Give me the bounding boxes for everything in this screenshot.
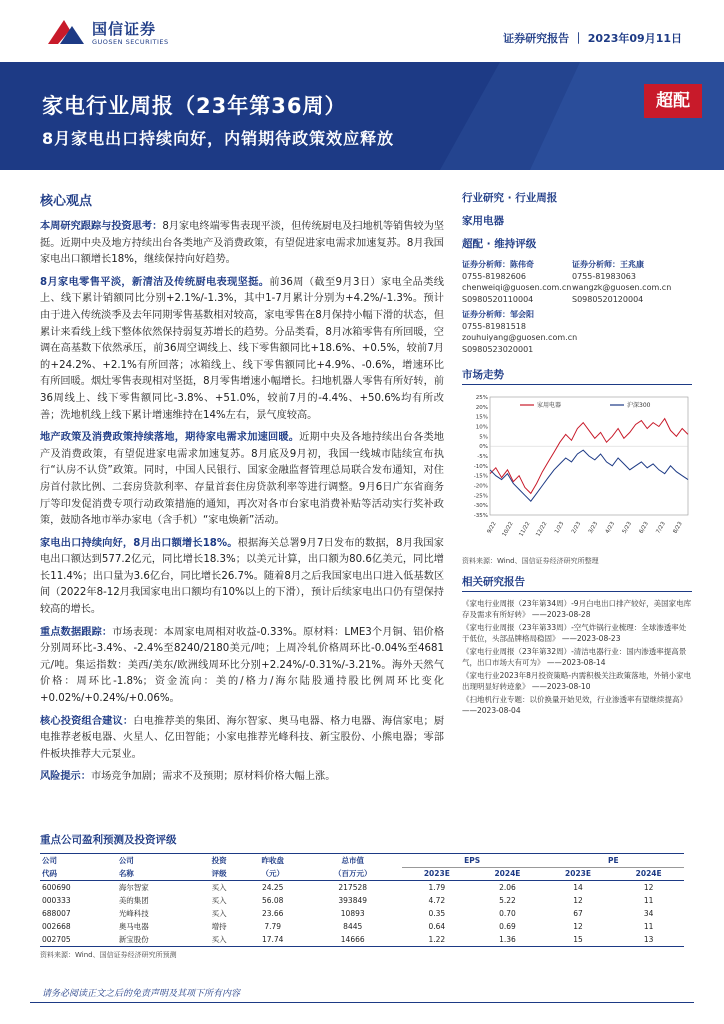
col-subheader: 2023E <box>402 867 473 881</box>
paragraph-text: 白电推荐美的集团、海尔智家、奥马电器、格力电器、海信家电；厨电推荐老板电器、火星人、亿田智能；小家电推荐光峰科技、新宝股份、小熊电器；零部件板块推荐大元泵业。 <box>40 715 445 760</box>
x-tick-label: 10/22 <box>501 521 515 538</box>
report-category: 行业研究 · 行业周报 <box>462 192 558 204</box>
y-tick-label: 10% <box>475 424 488 431</box>
related-report-item[interactable]: 《家电行业2023年8月投资策略-内需积极关注政策落地，外销小家电出现明显好转迹象》 ——2023-08-10 <box>462 671 692 691</box>
col-subheader: 2024E <box>472 867 543 881</box>
cell-mktcap: 10893 <box>340 909 365 918</box>
brand-name-en: GUOSEN SECURITIES <box>92 38 169 46</box>
x-tick-label: 4/23 <box>604 521 617 535</box>
x-tick-label: 3/23 <box>587 521 600 535</box>
footer-disclaimer: 请务必阅读正文之后的免责声明及其项下所有内容 <box>42 989 241 999</box>
analyst-card <box>462 309 578 355</box>
cell-eps-2024: 0.70 <box>499 909 516 918</box>
related-report-item[interactable]: 《家电行业周报（23年第32周）-清洁电器行业：国内渗透率提高景气，出口市场大有可为》 ——2023-08-14 <box>462 647 687 667</box>
paragraph-policy <box>40 430 444 530</box>
paragraph-text: 市场竞争加剧；需求不及预期；原材料价格大幅上涨。 <box>90 771 336 783</box>
analyst-phone: 0755-81982606 <box>462 271 526 281</box>
x-tick-label: 7/23 <box>655 521 667 535</box>
cell-pe-2023: 14 <box>573 883 583 892</box>
paragraph-lead: 重点数据跟踪： <box>40 626 113 638</box>
cell-mktcap: 14666 <box>304 933 402 947</box>
table-header-row <box>40 854 684 868</box>
rating-badge: 超配 <box>644 84 702 118</box>
related-report-item[interactable]: 《扫地机行业专题：以价换量开始见效，行业渗透率有望继续提高》 ——2023-08-04 <box>462 695 687 715</box>
paragraph-research <box>40 219 444 269</box>
related-report-item[interactable]: 《家电行业周报（23年第33周）-空气炸锅行业梳理：全球渗透率处于低位，头部品牌格局稳固》 ——2023-08-23 <box>462 623 687 643</box>
market-trend-chart <box>462 391 692 551</box>
analyst-email[interactable]: wangzk@guosen.com.cn <box>572 283 672 292</box>
x-tick-label: 6/23 <box>638 521 650 535</box>
y-tick-label: 0% <box>479 444 488 451</box>
industry-name: 家用电器 <box>462 215 504 227</box>
analyst-name: 邹会阳 <box>510 310 534 319</box>
cell-rating: 买入 <box>211 883 227 892</box>
x-tick-label: 8/23 <box>672 521 684 535</box>
analyst-card <box>462 259 570 305</box>
x-tick-label: 12/22 <box>535 521 549 538</box>
col-header: 公司 <box>42 856 57 865</box>
earnings-forecast-table <box>40 853 684 947</box>
paragraph-lead: 家电出口持续向好，8月出口额增长18%。 <box>40 537 238 549</box>
cell-code: 600690 <box>42 883 71 892</box>
cell-mktcap: 8445 <box>343 922 363 931</box>
paragraph-retail <box>40 275 444 424</box>
report-type-date: 证券研究报告 ｜ 2023年09月11日 <box>503 32 682 45</box>
cell-eps-2024: 2.06 <box>499 883 516 892</box>
series-line-csi300 <box>490 450 688 501</box>
paragraph-text: 市场表现：本周家电周相对收益-0.33%。原材料：LME3个月铜、铝价格分别周环比-3.4%、-2.4%至8240/2180美元/吨；上周冷轧价格周环比-0.04%至4681元/吨。集运指数：美西/美东/欧洲线周环比分别+2.24%/-0.31%/-3.21%。海外天然气价格：周环比-1.8%；资金流向：美的/格力/海尔陆股通持股比例周环比变化+0.02%/+0.24%/+0.06%。 <box>40 626 445 705</box>
cell-mktcap: 393849 <box>338 896 368 905</box>
y-tick-label: -25% <box>473 493 488 500</box>
related-reports-list <box>462 598 692 716</box>
cell-rating: 买入 <box>211 896 227 905</box>
analyst-email[interactable]: chenweiqi@guosen.com.cn <box>462 283 572 292</box>
col-header: 总市值 <box>341 856 364 865</box>
guosen-logo-icon <box>46 16 86 48</box>
cell-pe-2023: 15 <box>543 933 614 947</box>
table-row <box>40 920 684 933</box>
cell-pe-2023: 12 <box>573 896 583 905</box>
cell-pe-2023: 67 <box>573 909 583 918</box>
cell-rating: 买入 <box>211 909 227 918</box>
y-tick-label: -15% <box>473 473 488 480</box>
cell-pe-2024: 11 <box>643 922 654 931</box>
analyst-role: 证券分析师： <box>572 260 620 269</box>
paragraph-lead: 地产政策及消费政策持续落地，期待家电需求加速回暖。 <box>40 432 300 444</box>
cell-code: 688007 <box>42 909 71 918</box>
analyst-role: 证券分析师： <box>462 260 510 269</box>
col-subheader: （元） <box>242 867 304 881</box>
table-row <box>40 881 684 895</box>
col-header: 投资 <box>211 856 227 865</box>
analyst-role: 证券分析师： <box>462 310 510 319</box>
cell-close: 24.25 <box>261 883 284 892</box>
title-band <box>0 62 724 170</box>
brand-name: 国信证券 <box>92 20 157 38</box>
core-views-heading: 核心观点 <box>40 194 93 209</box>
cell-pe-2024: 12 <box>643 883 654 892</box>
col-subheader: 2024E <box>613 867 684 881</box>
col-header-eps: EPS <box>402 854 543 868</box>
col-subheader: 2023E <box>543 867 614 881</box>
paragraph-text: 根据海关总署9月7日发布的数据，8月我国家电出口额达到577.2亿元，同比增长18.3%；以美元计算，出口额为80.6亿美元，同比增长11.4%；出口量为3.6亿台，同比增长26.7%。随着8月之后我国家电出口进入低基数区间（2022年8-12月我国家电出口额均有10%以上的下滑），预计后续家电出口仍有望保持较高的增长。 <box>40 537 444 616</box>
paragraph-lead: 风险提示： <box>40 771 91 783</box>
analyst-phone: 0755-81983063 <box>572 271 636 281</box>
cell-company: 新宝股份 <box>117 933 197 947</box>
y-tick-label: 15% <box>475 414 488 421</box>
analyst-email[interactable]: zouhuiyang@guosen.com.cn <box>462 333 578 342</box>
cell-mktcap: 217528 <box>338 883 368 892</box>
x-tick-label: 11/22 <box>518 521 532 538</box>
table-row <box>40 907 684 920</box>
cell-eps-2024: 5.22 <box>499 896 516 905</box>
cell-eps-2023: 0.35 <box>428 909 446 918</box>
analyst-license: S0980520110004 <box>462 294 534 304</box>
y-tick-label: -30% <box>473 503 488 510</box>
table-title: 重点公司盈利预测及投资评级 <box>40 834 177 846</box>
cell-close: 17.74 <box>242 933 304 947</box>
paragraph-portfolio <box>40 714 444 764</box>
y-tick-label: -10% <box>473 463 488 470</box>
analyst-name: 陈伟奇 <box>510 260 534 269</box>
table-subheader-row <box>40 867 684 881</box>
paragraph-data-tracking <box>40 625 444 708</box>
y-tick-label: 25% <box>475 395 488 401</box>
cell-company: 奥马电器 <box>118 922 149 931</box>
x-tick-label: 1/23 <box>553 521 566 535</box>
analyst-license: S0980523020001 <box>462 344 534 354</box>
col-subheader: （百万元） <box>304 867 402 881</box>
cell-eps-2023: 1.22 <box>402 933 473 947</box>
analyst-license: S0980520120004 <box>572 294 644 304</box>
cell-pe-2024: 13 <box>613 933 684 947</box>
col-header: 公司 <box>118 856 134 865</box>
cell-company: 海尔智家 <box>118 883 149 892</box>
cell-rating: 买入 <box>197 933 242 947</box>
cell-code: 002705 <box>40 933 117 947</box>
cell-code: 000333 <box>42 896 71 905</box>
top-header <box>0 0 724 62</box>
report-title: 家电行业周报（23年第36周） <box>42 94 347 118</box>
cell-pe-2024: 11 <box>643 896 654 905</box>
col-header: 昨收盘 <box>261 856 284 865</box>
y-tick-label: -20% <box>473 483 488 490</box>
legend-label: 沪深300 <box>627 402 651 409</box>
paragraph-lead: 核心投资组合建议： <box>40 715 134 727</box>
cell-close: 7.79 <box>264 922 282 931</box>
y-tick-label: 20% <box>475 404 488 411</box>
market-trend-title: 市场走势 <box>462 367 692 385</box>
paragraph-lead: 本周研究跟踪与投资思考： <box>40 221 163 232</box>
table-row <box>40 894 684 907</box>
earnings-forecast-section <box>40 832 684 960</box>
cell-eps-2023: 0.64 <box>428 922 446 931</box>
analyst-name: 王兆康 <box>620 260 644 269</box>
cell-eps-2024: 1.36 <box>472 933 543 947</box>
table-row <box>40 933 684 947</box>
industry-rating: 超配 · 维持评级 <box>462 238 537 250</box>
cell-eps-2023: 4.72 <box>428 896 446 905</box>
paragraph-text: 8月家电终端零售表现平淡，但传统厨电及扫地机等销售较为坚挺。近期中央及地方持续出台各类地产及消费政策，有望促进家电需求加速复苏。8月我国家电出口额增长18%，继续保持向好趋势。 <box>40 221 444 266</box>
legend-label: 家用电器 <box>537 402 562 409</box>
col-header-pe: PE <box>543 854 684 868</box>
footer-divider <box>30 1002 694 1003</box>
cell-pe-2023: 12 <box>573 922 583 931</box>
x-tick-label: 9/22 <box>486 521 498 535</box>
cell-pe-2024: 34 <box>643 909 654 918</box>
cell-close: 56.08 <box>261 896 284 905</box>
chart-source-note: 资料来源：Wind、国信证券经济研究所整理 <box>462 557 599 565</box>
y-tick-label: 5% <box>479 434 488 441</box>
paragraph-text: 前36周（截至9月3日）家电全品类线上、线下累计销额同比分别+2.1%/-1.3%，其中1-7月累计分别为+4.2%/-1.3%。预计由于进入传统淡季及去年同期零售基数相对较高，家电零售在8月保持小幅下滑的状态，但累计来看线上线下整体依然保持弱复苏增长的趋势。分品类看，8月冰箱零售有所回暖，空调在高基数下依然承压，前36周空调线上、线下零售额同比+18.6%、+0.5%，较前7月的+24.2%、+2.1%有所回落；冰箱线上、线下零售额同比+4.9%、-0.6%，增速环比有所回暖。烟灶零售表现相对坚挺，8月零售增速小幅增长。扫地机器人零售有所好转，前36周线上、线下零售额同比-3.8%、+51.0%，较前7月的-4.4%、+50.6%均有所改善；洗地机线上线下累计增速维持在14%左右，景气度较高。 <box>40 276 444 421</box>
paragraph-risk <box>40 769 444 786</box>
analyst-list <box>462 259 692 359</box>
related-reports-title: 相关研究报告 <box>462 574 692 592</box>
core-views-section <box>40 190 444 792</box>
analyst-phone: 0755-81981518 <box>462 321 526 331</box>
paragraph-text: 近期中央及各地持续出台各类地产及消费政策，有望促进家电需求加速复苏。8月底及9月初，我国一线城市陆续宣布执行“认房不认贷”政策。同时，中国人民银行、国家金融监督管理总局联合发布通知，对住房首付款比例、二套房贷款利率、存量首套住房贷款利率等进行调整。9月6日广东省商务厅等印发促消费专项行动政策措施的通知，再次对各市台家电消费补贴等活动实行奖补政策，鼓励各地市举办家电（含手机）“家电焕新”活动。 <box>40 432 445 527</box>
cell-company: 美的集团 <box>118 896 149 905</box>
cell-code: 002668 <box>42 922 71 931</box>
cell-rating: 增持 <box>211 922 227 931</box>
table-source-note: 资料来源：Wind、国信证券经济研究所预测 <box>40 951 177 959</box>
analyst-card <box>572 259 692 305</box>
x-tick-label: 5/23 <box>621 521 634 535</box>
cell-company: 光峰科技 <box>118 909 149 918</box>
paragraph-lead: 8月家电零售平淡，新清洁及传统厨电表现坚挺。 <box>40 276 270 288</box>
report-subtitle: 8月家电出口持续向好，内销期待政策效应释放 <box>42 129 395 148</box>
y-tick-label: -35% <box>473 513 488 519</box>
cell-eps-2023: 1.79 <box>428 883 446 892</box>
col-subheader: 名称 <box>117 867 197 881</box>
sidebar <box>462 190 692 718</box>
x-tick-label: 2/23 <box>570 521 583 535</box>
col-subheader: 代码 <box>40 867 117 881</box>
paragraph-export <box>40 536 444 619</box>
related-report-item[interactable]: 《家电行业周报（23年第34周）-9月白电出口排产较好，美国家电库存及需求有所好转》 ——2023-08-28 <box>462 599 692 619</box>
y-tick-label: -5% <box>477 454 488 460</box>
col-subheader: 评级 <box>197 867 242 881</box>
cell-eps-2024: 0.69 <box>499 922 516 931</box>
cell-close: 23.66 <box>261 909 284 918</box>
